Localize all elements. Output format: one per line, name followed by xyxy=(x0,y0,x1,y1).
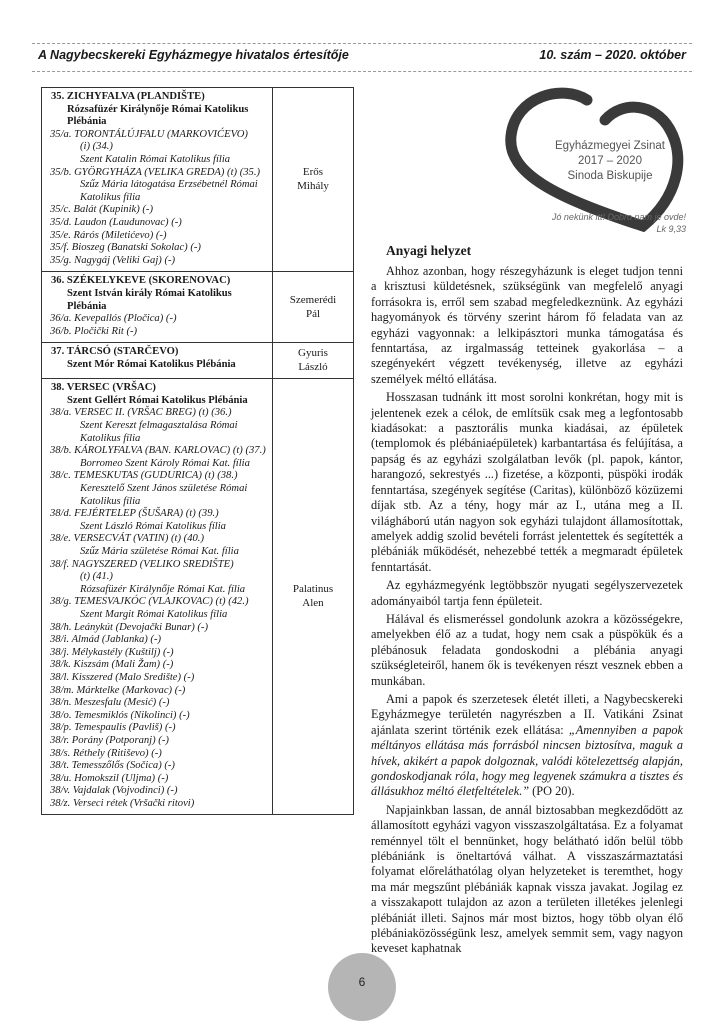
page-header xyxy=(38,48,686,66)
parish-church: Plébánia xyxy=(67,300,107,312)
filia-name: 38/u. Homokszil (Uljma) (-) xyxy=(50,772,169,784)
filia-name: 38/e. VERSECVÁT (VATIN) (t) (40.) xyxy=(50,533,204,545)
priest-name: Palatinus xyxy=(292,583,334,596)
article-paragraph: Hálával és elismeréssel gondolunk azokra a közösségekre, amelyekben élő az a tudat, hogy nem csak a püspökük és a plébánosuk feladata gondoskodni a plébánia anyagi szükségleteiről, hanem ők is tevékenyen részt vesznek ebben a munkában. xyxy=(371,611,683,688)
page-number: 6 xyxy=(358,975,366,989)
filia-detail: Borromeo Szent Károly Római Kat. fília xyxy=(80,457,250,469)
filia-name: 35/a. TORONTÁLÚJFALU (MARKOVIĆEVO) xyxy=(50,128,248,140)
parish-name: 37. TÁRCSÓ (STARČEVO) xyxy=(51,346,179,358)
priest-cell xyxy=(273,343,354,379)
parish-name: 35. ZICHYFALVA (PLANDIŠTE) xyxy=(51,91,205,102)
priest-name: Gyuris xyxy=(298,347,328,360)
filia-name: 35/f. Bioszeg (Banatski Sokolac) (-) xyxy=(50,242,201,254)
filia-detail: (t) (41.) xyxy=(80,571,113,583)
filia-name: 38/d. FEJÉRTELEP (ŠUŠARA) (t) (39.) xyxy=(50,508,219,520)
filia-detail: Szent Katalin Római Katolikus fília xyxy=(80,153,231,165)
filia-name: 38/m. Márktelke (Markovac) (-) xyxy=(50,684,186,696)
filia-name: 38/t. Temesszőlős (Sočica) (-) xyxy=(50,760,175,772)
filia-name: 38/s. Réthely (Ritiševo) (-) xyxy=(50,747,162,759)
filia-detail: Szent László Római Katolikus fília xyxy=(80,520,226,532)
filia-detail: Keresztelő Szent János születése Római xyxy=(80,483,248,495)
page-number-badge xyxy=(328,953,396,1021)
filia-name: 36/a. Kevepallós (Pločica) (-) xyxy=(50,313,177,325)
article-paragraph: Ahhoz azonban, hogy részegyházunk is eleget tudjon tenni a krisztusi küldetésnek, szükségünk van megfelelő anyagi forrásokra is, erről sem szabad megfeledkeznünk. Az egyházi hagyományok és törvény szerint három fő feladata van az egyházi vagyonnak: a lelkipásztori munka támogatása és fenntartása, az irgalmasság tetteinek gyakorlása – a szegényekért végzett tevékenység, illetve az egyházi személyek méltó ellátása. xyxy=(371,264,683,386)
logo-motto-ref: Lk 9,33 xyxy=(656,224,686,234)
issue-label: 10. szám – 2020. október xyxy=(539,48,686,62)
priest-name: Erős xyxy=(302,166,324,179)
filia-name: 38/h. Leánykút (Devojački Bunar) (-) xyxy=(50,621,208,633)
parish-cell xyxy=(42,272,273,343)
parish-church: Rózsafüzér Királynője Római Katolikus xyxy=(67,103,249,115)
parish-cell xyxy=(42,88,273,272)
filia-name: 38/i. Almád (Jablanka) (-) xyxy=(50,634,162,646)
article-paragraph: Az egyházmegyénk legtöbbször nyugati segélyszervezetek adományaiból tartja fenn épületeit. xyxy=(371,578,683,608)
priest-name: Szemerédi xyxy=(289,293,337,306)
filia-name: 35/c. Balát (Kupinik) (-) xyxy=(50,204,153,216)
parish-church: Szent István király Római Katolikus xyxy=(67,287,232,299)
parish-cell xyxy=(42,343,273,379)
quote-reference: (PO 20). xyxy=(529,784,575,799)
filia-name: 38/r. Porány (Potporanj) (-) xyxy=(50,734,169,746)
priest-name: László xyxy=(298,361,328,374)
header-divider xyxy=(32,71,692,72)
logo-line-2: 2017 – 2020 xyxy=(578,155,642,167)
priest-cell xyxy=(273,379,354,815)
filia-detail: Szűz Mária látogatása Erzsébetnél Római xyxy=(80,179,258,191)
filia-name: 35/b. GYÖRGYHÁZA (VELIKA GREDA) (t) (35.) xyxy=(50,166,260,178)
filia-detail: Szent Margit Római Katolikus fília xyxy=(80,608,228,620)
council-quote: „Amennyiben a papok méltányos ellátása más forrásból nincsen biztosítva, maguk a hívek, akikért a papok dolgoznak, valódi kötelezettség alapján, gondoskodjanak róla, hogy meg legyenek számukra a tisztes és állásukhoz méltó életfeltételek.” xyxy=(371,722,683,799)
quote-lead-in: Ami a papok és szerzetesek életét illeti, a Nagybecskereki Egyházmegye területén nagyrészben a II. Vatikáni Zsinat ajánlata szerint történik ezek ellátása: xyxy=(371,691,683,737)
priest-name: Alen xyxy=(302,597,324,610)
filia-name: 38/g. TEMESVAJKÓC (VLAJKOVAC) (t) (42.) xyxy=(50,596,249,608)
article-paragraph: Hosszasan tudnánk itt most sorolni konkrétan, hogy mit is jelentenek ezek a célok, de említsük csak meg a legfontosabb kiadásokat: a pasztorális munka kiadásai, az épületek (templomok és plébániaépületek) karbantartása és felújítása, a papság és az egyházi szolgálatban levők (pl. papok, kántor, harangozó, sekrestyés ...) fizetése, a központi, püspöki irodák fenntartása, szegények segítése (Caritas), különböző közüzemi díjak stb. Az a tény, hogy már az I., utána meg a II. világháború után nagyon sok egyházi tulajdont államosítottak, amelyek addig szolid bevételi forrást jelentettek és segítették a plébániák működését, nehezebbé tették a megmaradt épületek fenntartását. xyxy=(371,390,683,574)
publication-title: A Nagybecskereki Egyházmegye hivatalos értesítője xyxy=(38,48,349,62)
filia-detail: Katolikus fília xyxy=(80,495,141,507)
priest-name: Mihály xyxy=(297,180,329,193)
filia-name: 38/o. Temesmiklós (Nikolinci) (-) xyxy=(50,709,190,721)
filia-name: 35/g. Nagygáj (Veliki Gaj) (-) xyxy=(50,254,176,266)
filia-detail: Katolikus fília xyxy=(80,432,141,444)
parish-row xyxy=(42,88,354,272)
logo-line-3: Sinoda Biskupije xyxy=(567,170,653,182)
filia-name: 38/n. Meszesfalu (Mesić) (-) xyxy=(50,697,170,709)
filia-name: 38/z. Verseci rétek (Vršački ritovi) xyxy=(50,797,195,809)
top-divider xyxy=(32,43,692,44)
filia-detail: (i) (34.) xyxy=(80,141,113,153)
parish-table xyxy=(41,87,354,815)
filia-name: 38/f. NAGYSZERED (VELIKO SREDIŠTE) xyxy=(50,558,234,570)
filia-name: 36/b. Pločički Rit (-) xyxy=(50,325,138,337)
article-paragraph: Napjainkban lassan, de annál biztosabban megkezdődött az államosított egyházi vagyon visszaszolgáltatása. Ez a folyamat reménnyel tölt el bennünket, hogy belátható időn belül több plébániánk is öneltartóvá válhat. A visszaszármaztatási folyamat előreláthatólag olyan helyzeteket is teremthet, hogy ma már megszűnt plébániák kapnak vissza javakat. Jogilag ez a visszakapott tulajdon az azon a területen illetékes jelenlegi plébániát illeti. Sajnos már most biztos, hogy több olyan élő plébániaközösségünk lesz, amelyek semmit sem, vagy nagyon keveset kaphatnak xyxy=(371,802,683,956)
parish-row xyxy=(42,343,354,379)
logo-line-1: Egyházmegyei Zsinat xyxy=(555,140,665,152)
filia-name: 35/e. Rárós (Miletićevo) (-) xyxy=(50,229,167,241)
parish-church: Szent Mór Római Katolikus Plébánia xyxy=(67,358,236,370)
filia-name: 38/a. VERSEC II. (VRŠAC BREG) (t) (36.) xyxy=(50,407,232,419)
filia-detail: Szűz Mária születése Római Kat. fília xyxy=(80,546,239,557)
logo-motto: Jó nekünk itt! Dobro nam je ovde! xyxy=(551,212,686,222)
parish-row xyxy=(42,379,354,815)
parish-church: Szent Gellért Római Katolikus Plébánia xyxy=(67,394,248,406)
priest-cell xyxy=(273,272,354,343)
filia-name: 38/b. KÁROLYFALVA (BAN. KARLOVAC) (t) (37.) xyxy=(50,445,266,457)
filia-name: 38/p. Temespaulis (Pavliš) (-) xyxy=(50,722,176,734)
article-heading: Anyagi helyzet xyxy=(386,243,472,258)
article xyxy=(371,242,683,960)
filia-name: 38/l. Kisszered (Malo Središte) (-) xyxy=(50,671,195,683)
priest-name: Pál xyxy=(305,307,321,320)
filia-name: 38/c. TEMESKUTAS (GUDURICA) (t) (38.) xyxy=(50,470,238,482)
priest-cell xyxy=(273,88,354,272)
parish-church: Plébánia xyxy=(67,116,107,128)
parish-row xyxy=(42,272,354,343)
article-paragraph-quote xyxy=(371,692,683,800)
parish-cell xyxy=(42,379,273,815)
filia-name: 38/j. Mélykastély (Kuštilj) (-) xyxy=(50,646,174,658)
filia-name: 38/v. Vajdalak (Vojvodinci) (-) xyxy=(50,785,178,797)
parish-name: 36. SZÉKELYKEVE (SKORENOVAC) xyxy=(51,275,231,287)
parish-name: 38. VERSEC (VRŠAC) xyxy=(51,382,156,394)
filia-detail: Rózsafüzér Királynője Római Kat. fília xyxy=(80,583,246,595)
filia-name: 38/k. Kiszsám (Mali Žam) (-) xyxy=(50,659,174,671)
filia-detail: Szent Kereszt felmagasztalása Római xyxy=(80,420,238,432)
filia-name: 35/d. Laudon (Laudunovac) (-) xyxy=(50,216,182,228)
filia-detail: Katolikus fília xyxy=(80,191,141,203)
